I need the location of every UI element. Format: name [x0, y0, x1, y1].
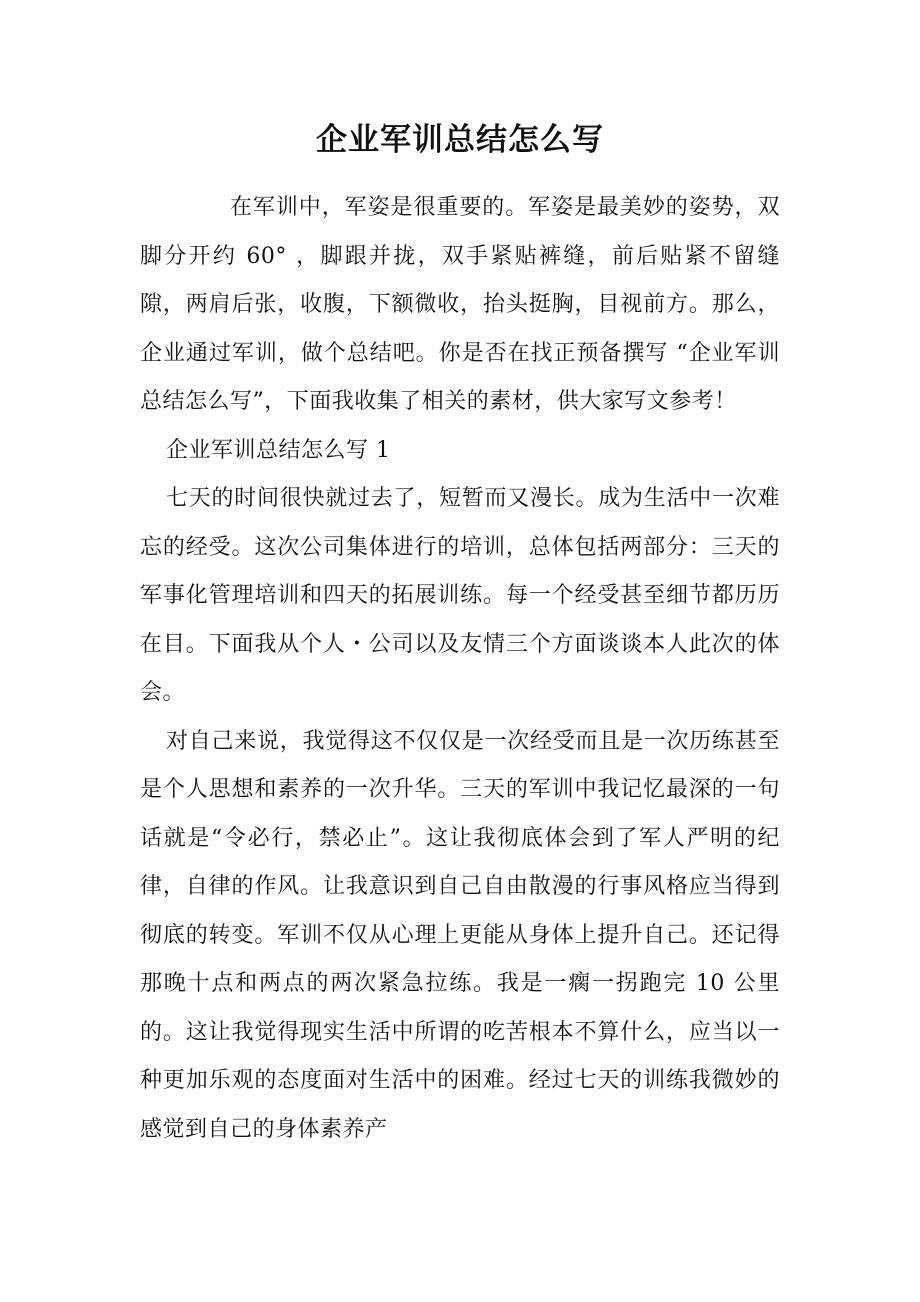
body-paragraph: 对自己来说，我觉得这不仅仅是一次经受而且是一次历练甚至是个人思想和素养的一次升华。三天的军训中我记忆最深的一句话就是“令必行，禁必止”。这让我彻底体会到了军人严明的纪律，自律的作风。让我意识到自己自由散漫的行事风格应当得到彻底的转变。军训不仅从心理上更能从身体上提升自己。还记得那晚十点和两点的两次紧急拉练。我是一瘸一拐跑完 10 公里的。这让我觉得现实生活中所谓的吃苦根本不算什么，应当以一种更加乐观的态度面对生活中的困难。经过七天的训练我微妙的感觉到自己的身体素养产 [140, 728, 780, 1142]
document-body [140, 184, 780, 1154]
section-heading: 企业军训总结怎么写 1 [166, 437, 391, 463]
intro-paragraph: 在军训中，军姿是很重要的。军姿是最美妙的姿势，双脚分开约 60° ，脚跟并拢，双手紧贴裤缝，前后贴紧不留缝隙，两肩后张，收腹，下额微收，抬头挺胸，目视前方。那么，企业通过军训，做个总结吧。你是否在找正预备撰写 “企业军训总结怎么写”，下面我收集了相关的素材，供大家写文参考！ [140, 195, 780, 414]
document-title: 企业军训总结怎么写 [316, 122, 604, 158]
body-paragraph: 七天的时间很快就过去了，短暂而又漫长。成为生活中一次难忘的经受。这次公司集体进行的培训，总体包括两部分：三天的军事化管理培训和四天的拓展训练。每一个经受甚至细节都历历在目。下面我从个人・公司以及友情三个方面谈谈本人此次的体会。 [140, 486, 780, 705]
